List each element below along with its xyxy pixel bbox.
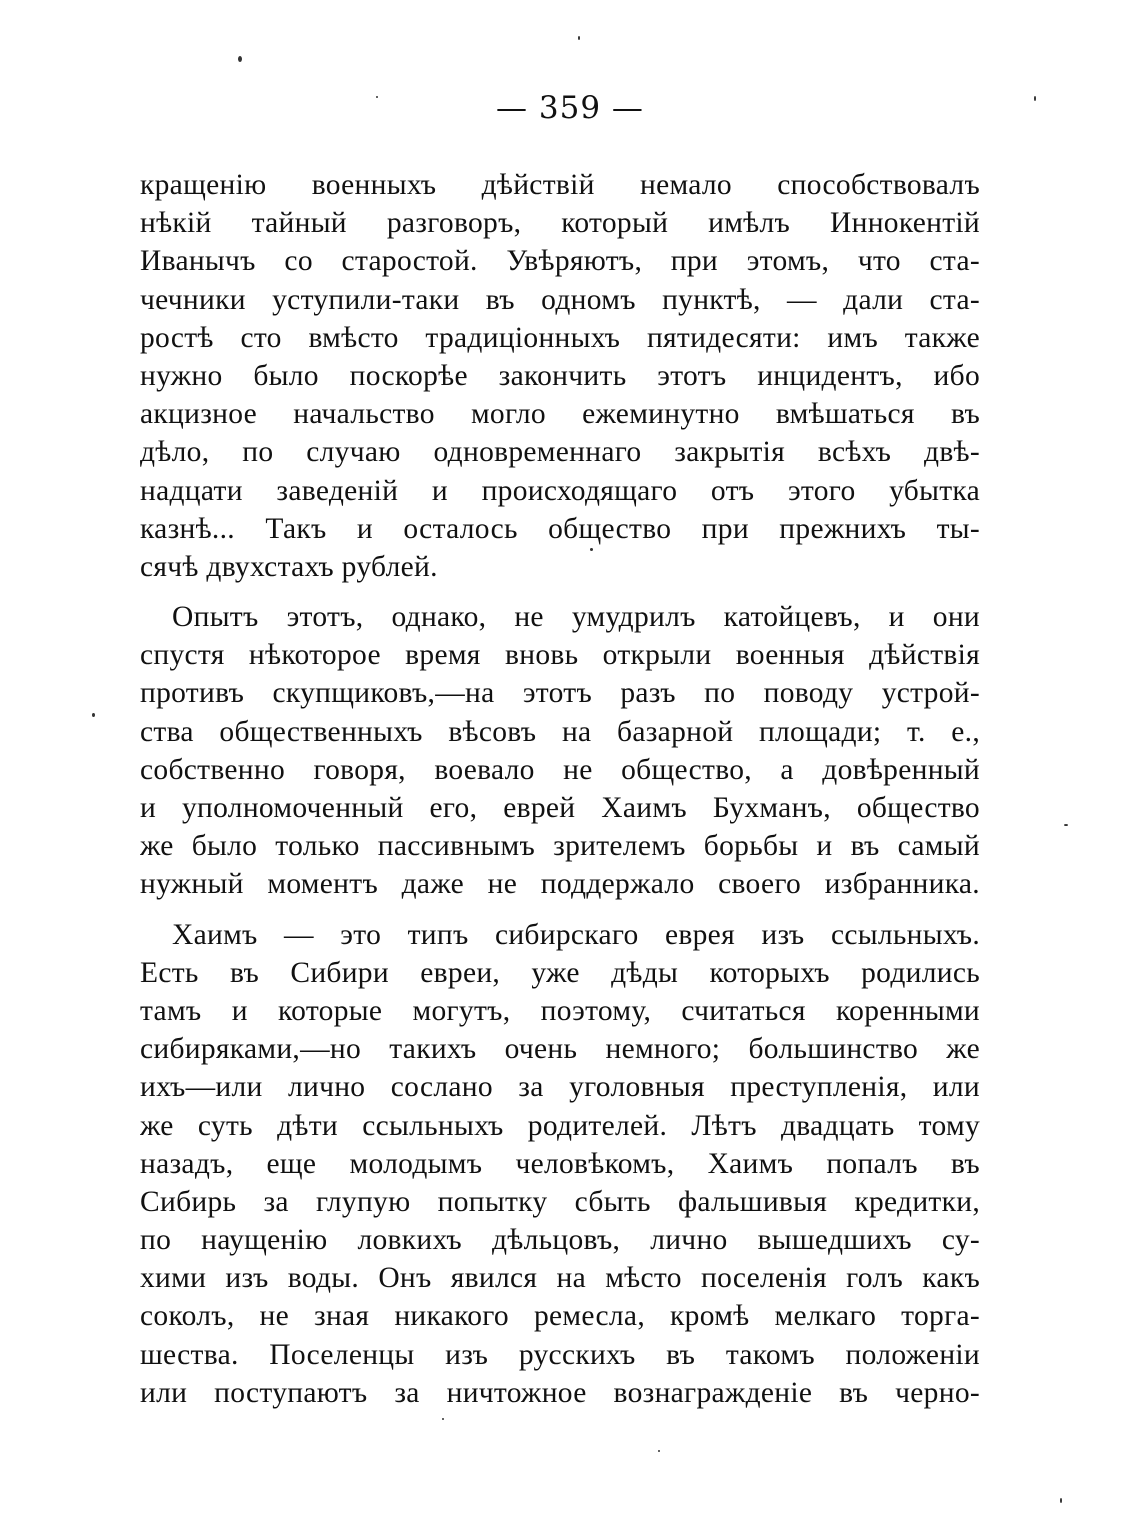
speck: [578, 36, 580, 40]
paragraph-1: [140, 166, 980, 586]
text-line: тамъ и которые могутъ, поэтому, считаться коренными: [140, 994, 980, 1027]
text-line: соколъ, не зная никакого ремесла, кромѣ мелкаго торга-: [140, 1300, 980, 1333]
text-line: Опытъ этотъ, однако, не умудрилъ катойцевъ, и они: [172, 601, 980, 634]
speck: [442, 1418, 444, 1420]
body-text: [140, 166, 980, 1412]
speck: [376, 96, 378, 98]
text-line: по наущенію ловкихъ дѣльцовъ, лично вышедшихъ су-: [140, 1224, 980, 1257]
page-number: — 359 —: [496, 90, 644, 126]
speck: [1064, 824, 1068, 826]
text-line: шества. Поселенцы изъ русскихъ въ такомъ положеніи: [140, 1338, 980, 1371]
text-line: Сибирь за глупую попытку сбыть фальшивыя кредитки,: [140, 1185, 980, 1218]
text-line: Есть въ Сибири евреи, уже дѣды которыхъ родились: [140, 956, 980, 989]
text-line: спустя нѣкоторое время вновь открыли военныя дѣйствія: [140, 639, 980, 672]
speck: [1060, 1498, 1062, 1503]
text-line: Хаимъ — это типъ сибирскаго еврея изъ ссыльныхъ.: [172, 918, 980, 951]
text-line: или поступаютъ за ничтожное вознагражденіе въ черно-: [140, 1376, 980, 1409]
paragraph-2: [140, 598, 980, 904]
text-line: сибиряками,—но такихъ очень немного; большинство же: [140, 1033, 980, 1066]
text-line: сячѣ двухстахъ рублей.: [140, 550, 438, 583]
text-line: назадъ, еще молодымъ человѣкомъ, Хаимъ попалъ въ: [140, 1147, 980, 1180]
text-line: акцизное начальство могло ежеминутно вмѣшаться въ: [140, 398, 980, 431]
text-line: ихъ—или лично сослано за уголовныя преступленія, или: [140, 1071, 980, 1104]
text-line: нужно было поскорѣе закончить этотъ инцидентъ, ибо: [140, 359, 980, 392]
speck: [658, 1450, 660, 1452]
text-line: казнѣ... Такъ и осталось общество при прежнихъ ты-: [140, 512, 980, 545]
speck: [1034, 96, 1036, 101]
speck: [238, 56, 242, 62]
text-line: нѣкій тайный разговоръ, который имѣлъ Иннокентій: [140, 207, 980, 240]
text-line: дѣло, по случаю одновременнаго закрытія всѣхъ двѣ-: [140, 436, 980, 469]
speck: [92, 713, 95, 717]
text-line: собственно говоря, воевало не общество, а довѣренный: [140, 753, 980, 786]
text-line: надцати заведеній и происходящаго отъ этого убытка: [140, 474, 980, 507]
text-line: нужный моментъ даже не поддержало своего избранника.: [140, 868, 980, 901]
text-line: Иванычъ со старостой. Увѣряютъ, при этомъ, что ста-: [140, 245, 980, 278]
text-line: же суть дѣти ссыльныхъ родителей. Лѣтъ двадцать тому: [140, 1109, 980, 1142]
text-line: же было только пассивнымъ зрителемъ борьбы и въ самый: [140, 830, 980, 863]
text-line: чечники уступили-таки въ одномъ пунктѣ, — дали ста-: [140, 283, 980, 316]
text-line: и уполномоченный его, еврей Хаимъ Бухманъ, общество: [140, 792, 980, 824]
speck: [590, 548, 593, 551]
text-line: ства общественныхъ вѣсовъ на базарной площади; т. е.,: [140, 715, 980, 748]
text-line: противъ скупщиковъ,—на этотъ разъ по поводу устрой-: [140, 677, 980, 710]
text-line: кращенію военныхъ дѣйствій немало способствовалъ: [140, 169, 980, 201]
paragraph-3: [140, 916, 980, 1412]
text-line: ростѣ сто вмѣсто традиціонныхъ пятидесяти: имъ также: [140, 321, 980, 354]
text-line: хими изъ воды. Онъ явился на мѣсто поселенія голъ какъ: [140, 1262, 980, 1295]
